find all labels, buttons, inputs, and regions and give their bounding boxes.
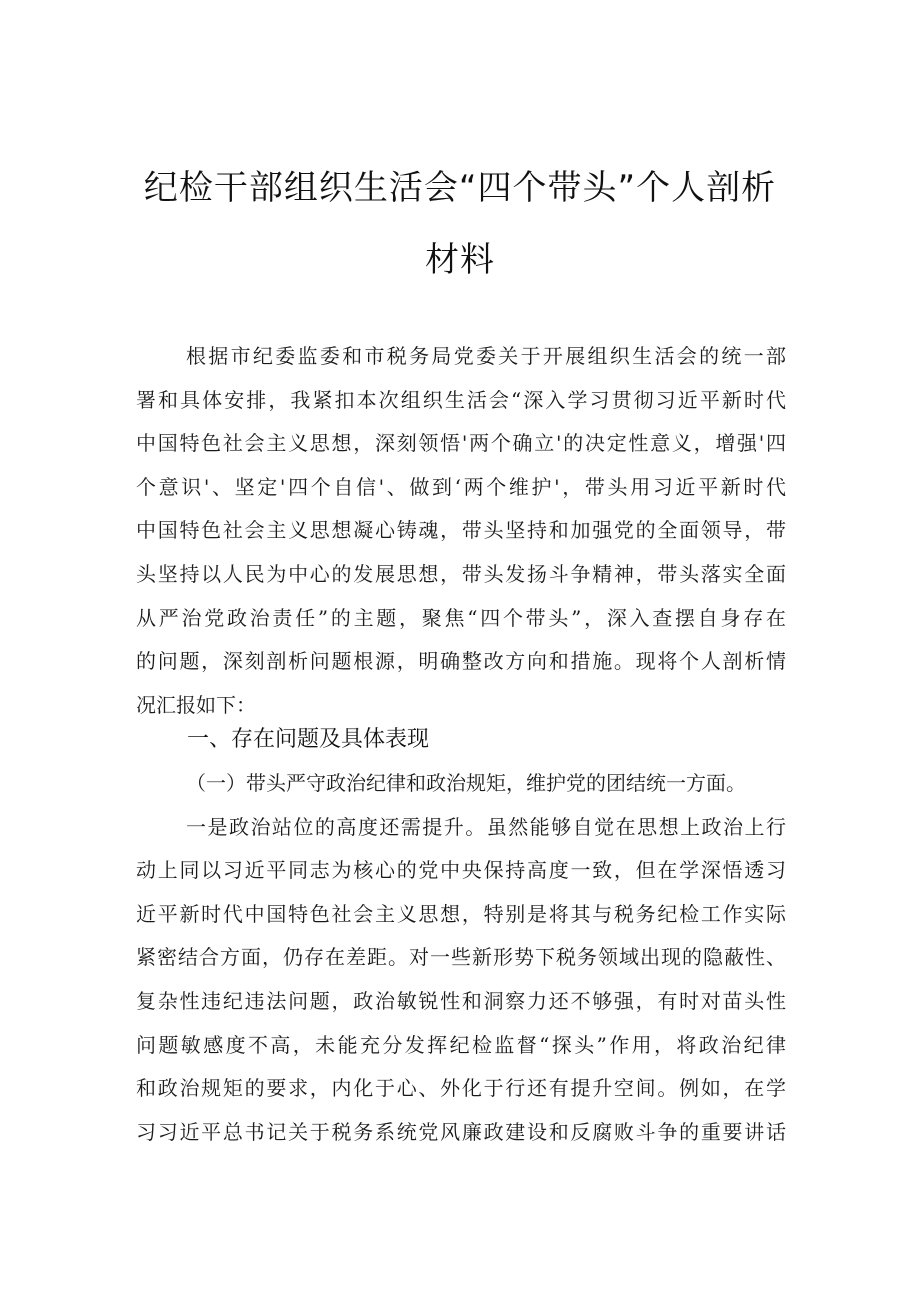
subsection-heading: （一）带头严守政治纪律和政治规矩，维护党的团结统一方面。 [186, 771, 746, 795]
paragraph-line: 况汇报如下： [136, 692, 256, 717]
paragraph-line: 从严治党政治责任”的主题，聚焦“四个带头”，深入查摆自身存在 [136, 605, 786, 630]
intro-paragraph [136, 335, 786, 727]
paragraph-line: 的问题，深刻剖析问题根源，明确整改方向和措施。现将个人剖析情 [136, 649, 786, 674]
paragraph-line: 问题敏感度不高，未能充分发挥纪检监督“探头”作用，将政治纪律 [136, 1032, 786, 1057]
paragraph-line: 习习近平总书记关于税务系统党风廉政建设和反腐败斗争的重要讲话 [136, 1119, 786, 1144]
section-body [136, 762, 786, 1154]
paragraph-line: 中国特色社会主义思想，深刻领悟'两个确立'的决定性意义，增强'四 [136, 431, 786, 456]
document-title-line-2: 材料 [425, 240, 495, 280]
paragraph-line: 和政治规矩的要求，内化于心、外化于行还有提升空间。例如，在学 [136, 1076, 786, 1101]
document-title-line-1: 纪检干部组织生活会“四个带头”个人剖析 [143, 168, 777, 208]
paragraph-line: 个意识'、坚定'四个自信'、做到‘两个维护'，带头用习近平新时代 [136, 474, 786, 499]
paragraph-line: 头坚持以人民为中心的发展思想，带头发扬斗争精神，带头落实全面 [136, 561, 786, 586]
paragraph-line: 紧密结合方面，仍存在差距。对一些新形势下税务领域出现的隐蔽性、 [136, 945, 786, 970]
paragraph-line: 署和具体安排，我紧扣本次组织生活会“深入学习贯彻习近平新时代 [136, 387, 786, 412]
section-heading: 一、存在问题及具体表现 [187, 727, 430, 752]
paragraph-line: 动上同以习近平同志为核心的党中央保持高度一致，但在学深悟透习 [136, 858, 786, 883]
paragraph-line: 复杂性违纪违法问题，政治敏锐性和洞察力还不够强，有时对苗头性 [136, 988, 786, 1013]
paragraph-line: 近平新时代中国特色社会主义思想，特别是将其与税务纪检工作实际 [136, 901, 786, 926]
paragraph-line: 中国特色社会主义思想凝心铸魂，带头坚持和加强党的全面领导，带 [136, 518, 786, 543]
paragraph-line: 根据市纪委监委和市税务局党委关于开展组织生活会的统一部 [186, 344, 786, 368]
paragraph-line: 一是政治站位的高度还需提升。虽然能够自觉在思想上政治上行 [186, 814, 786, 839]
